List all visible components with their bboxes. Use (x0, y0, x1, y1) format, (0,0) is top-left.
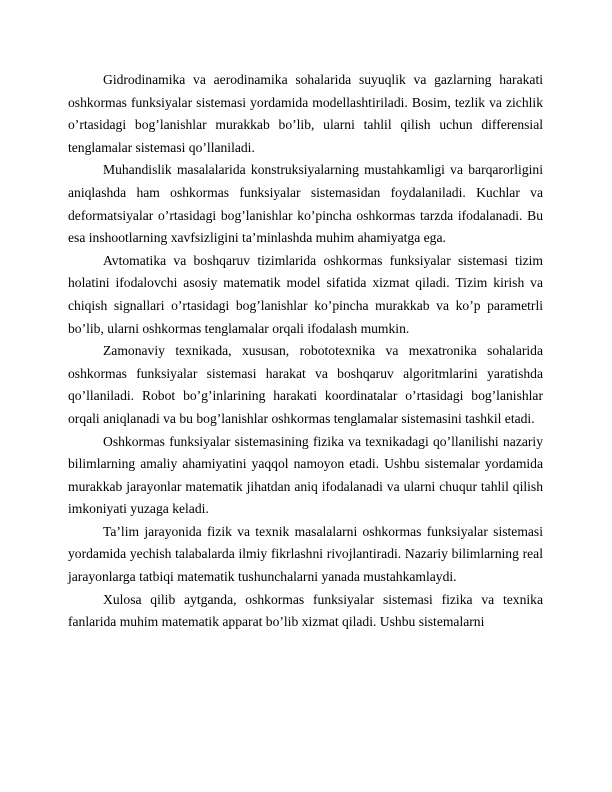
paragraph-automation: Avtomatika va boshqaruv tizimlarida oshkormas funksiyalar sistemasi tizim holatini ifodalovchi asosiy matematik model sifatida xizmat qiladi. Tizim kirish va chiqish signallari o’rtasidagi bog’lanishlar ko’pincha murakkab va ko’p parametrli bo’lib, ularni oshkormas tenglamalar orqali ifodalash mumkin. (68, 252, 543, 336)
paragraph-applications: Oshkormas funksiyalar sistemasining fizika va texnikadagi qo’llanilishi nazariy bilimlarning amaliy ahamiyatini yaqqol namoyon etadi. Ushbu sistemalar yordamida murakkab jarayonlar matematik jihatdan aniq ifodalanadi va ularni chuqur tahlil qilish imkoniyati yuzaga keladi. (68, 433, 543, 517)
paragraph-robotics: Zamonaviy texnikada, xususan, robototexnika va mexatronika sohalarida oshkormas funksiyalar sistemasi harakat va boshqaruv algoritmlarini yaratishda qo’llaniladi. Robot bo’g’inlarining harakati koordinatalar o’rtasidagi bog’lanishlar orqali aniqlanadi va bu bog’lanishlar oshkormas tenglamalar sistemasini tashkil etadi. (68, 343, 543, 426)
paragraph-hydrodynamics: Gidrodinamika va aerodinamika sohalarida suyuqlik va gazlarning harakati oshkormas funksiyalar sistemasi yordamida modellashtiriladi. Bosim, tezlik va zichlik o’rtasidagi bog’lanishlar murakkab bo’lib, ularni tahlil qilish uchun differensial tenglamalar sistemasi qo’llaniladi. (68, 72, 543, 155)
paragraph-engineering: Muhandislik masalalarida konstruksiyalarning mustahkamligi va barqarorligini aniqlashda ham oshkormas funksiyalar sistemasidan foydalaniladi. Kuchlar va deformatsiyalar o’rtasidagi bog’lanishlar ko’pincha oshkormas tarzda ifodalanadi. Bu esa inshootlarning xavfsizligini ta’minlashda muhim ahamiyatga ega. (68, 162, 543, 246)
paragraph-conclusion: Xulosa qilib aytganda, oshkormas funksiyalar sistemasi fizika va texnika fanlarida muhim matematik apparat bo’lib xizmat qiladi. Ushbu sistemalarni (68, 591, 543, 630)
document-body (68, 69, 543, 634)
paragraph-education: Ta’lim jarayonida fizik va texnik masalalarni oshkormas funksiyalar sistemasi yordamida yechish talabalarda ilmiy fikrlashni rivojlantiradi. Nazariy bilimlarning real jarayonlarga tatbiqi matematik tushunchalarni yanada mustahkamlaydi. (68, 523, 543, 585)
